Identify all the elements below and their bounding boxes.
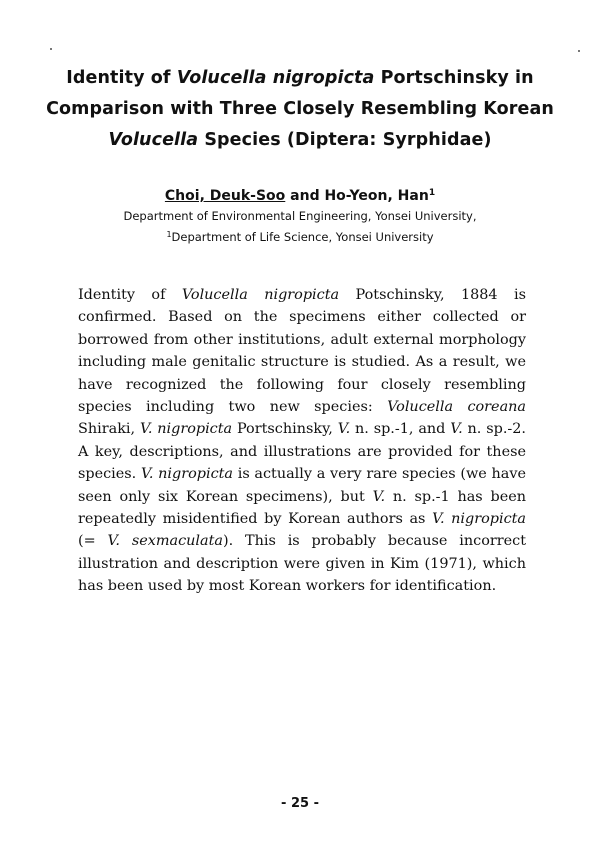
title-line-3: Volucella Species (Diptera: Syrphidae) xyxy=(108,130,492,150)
second-author: and Ho-Yeon, Han xyxy=(285,188,429,204)
scan-dot-mark xyxy=(50,48,52,50)
page-number: - 25 - xyxy=(281,796,319,811)
author-line xyxy=(40,186,560,206)
affiliation-1: Department of Environmental Engineering, Yonsei University, xyxy=(123,209,477,223)
affiliation-marker: 1 xyxy=(428,188,436,198)
abstract-paragraph: Identity of Volucella nigropicta Potschinsky, 1884 is confirmed. Based on the specimens either collected or borrowed from other institutions, adult external morphology including male genitalic structure is studied. As a result, we have recognized the following four closely resembling species including two new species: Volucella coreana Shiraki, V. nigropicta Portschinsky, V. n. sp.-1, and V. n. sp.-2. A key, descriptions, and illustrations are provided for these species. V. nigropicta is actually a very rare species (we have seen only six Korean specimens), but V. n. sp.-1 has been repeatedly misidentified by Korean authors as V. nigropicta (= V. sexmaculata). This is probably because incorrect illustration and description were given in Kim (1971), which has been used by most Korean workers for identification. xyxy=(78,287,527,595)
affiliation-2: $^1$Department of Life Science, Yonsei University xyxy=(166,230,434,244)
affiliation-marker: 1 xyxy=(166,230,172,239)
title-line-2: Comparison with Three Closely Resembling Korean xyxy=(46,99,554,119)
first-author: Choi, Deuk-Soo xyxy=(164,188,286,204)
scan-dot-mark xyxy=(578,50,580,52)
paper-title xyxy=(40,63,560,156)
title-line-1: Identity of Volucella nigropicta Portschinsky in xyxy=(66,68,534,88)
